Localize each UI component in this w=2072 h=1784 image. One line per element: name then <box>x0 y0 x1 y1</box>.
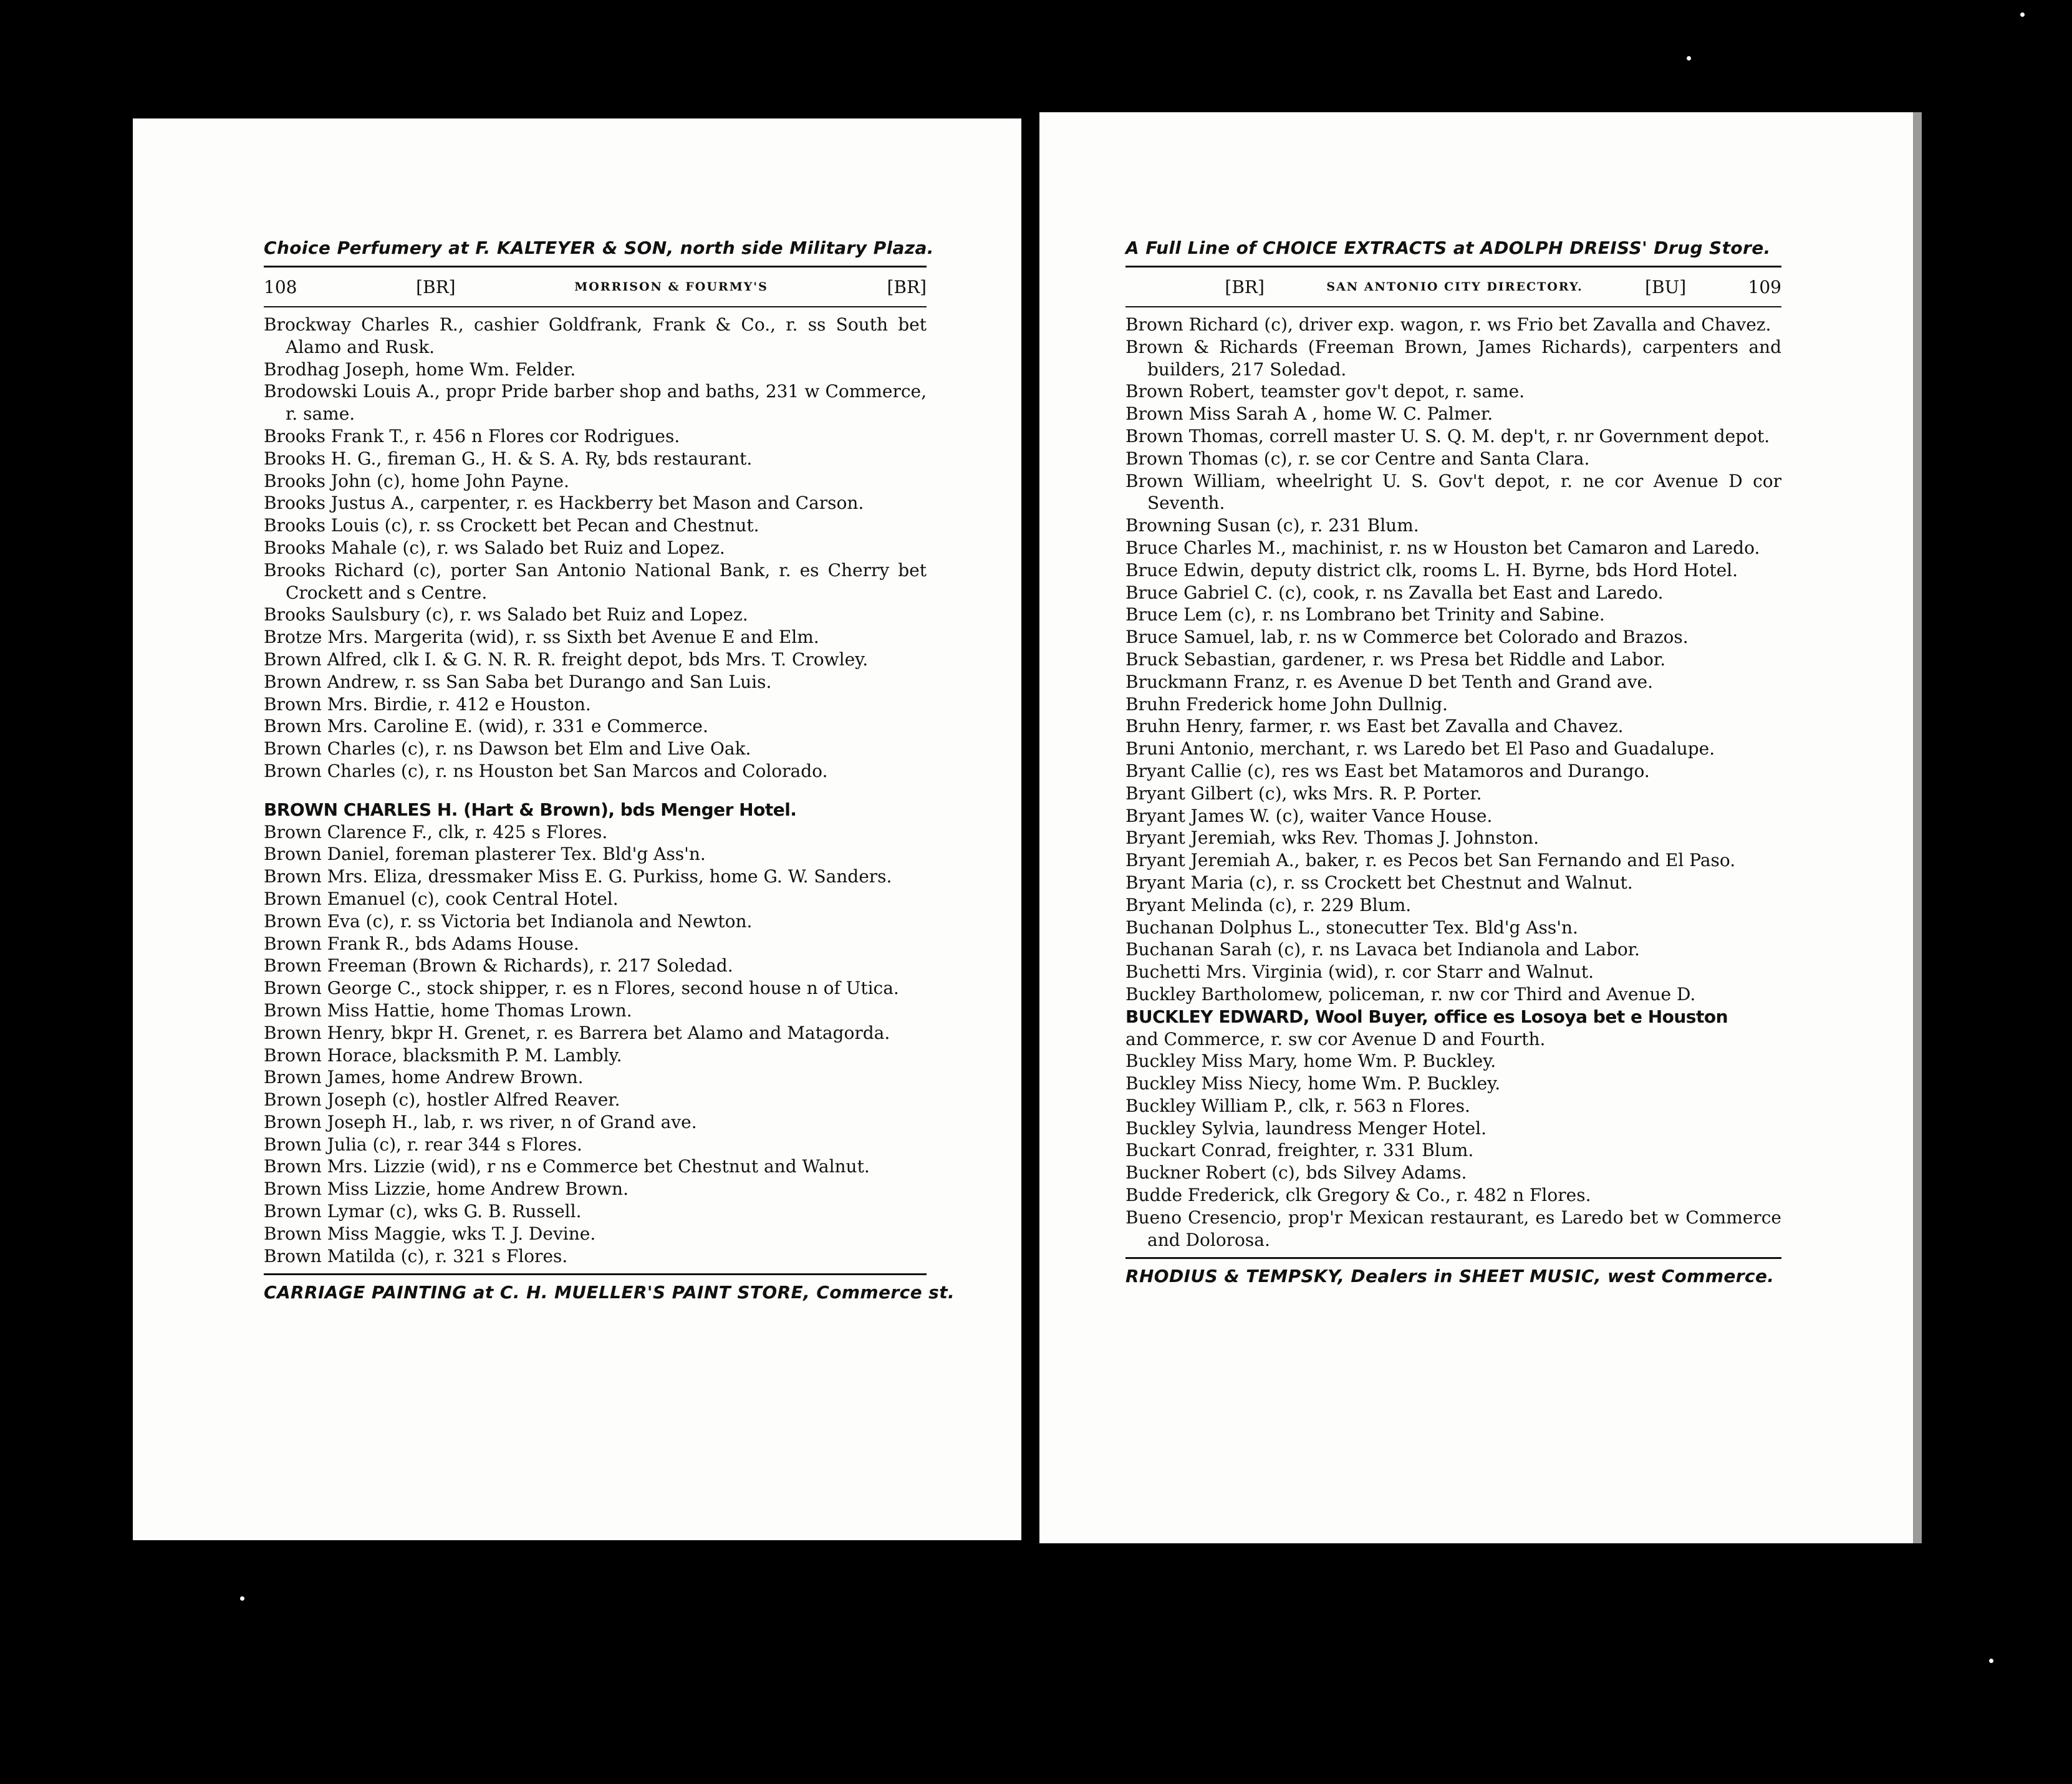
directory-entry: Brown Charles (c), r. ns Houston bet San Marcos and Colorado. <box>264 760 828 781</box>
directory-entry: Brown George C., stock shipper, r. es n Flores, second house n of Utica. <box>264 978 899 999</box>
dust-speck <box>1989 1659 1993 1663</box>
right-directory-entries <box>1125 314 1781 1251</box>
directory-entry: Brown Julia (c), r. rear 344 s Flores. <box>264 1134 582 1155</box>
left-head-section-end: [BR] <box>887 276 927 297</box>
directory-entry: Brown Robert, teamster gov't depot, r. same. <box>1125 381 1525 402</box>
directory-entry: Buchetti Mrs. Virginia (wid), r. cor Starr and Walnut. <box>1125 962 1594 983</box>
directory-entry: Budde Frederick, clk Gregory & Co., r. 482 n Flores. <box>1125 1185 1591 1206</box>
directory-entry: Brown Miss Lizzie, home Andrew Brown. <box>264 1179 629 1200</box>
directory-entry: Bruck Sebastian, gardener, r. ws Presa bet Riddle and Labor. <box>1125 649 1666 670</box>
dust-speck <box>1687 56 1691 60</box>
directory-entry: Bryant James W. (c), waiter Vance House. <box>1125 805 1493 826</box>
right-top-advertisement: A Full Line of CHOICE EXTRACTS at ADOLPH DREISS' Drug Store. <box>1125 231 1781 268</box>
directory-entry: Brown Thomas, correll master U. S. Q. M. dep't, r. nr Government depot. <box>1125 425 1770 446</box>
directory-entry: Brown Miss Sarah A , home W. C. Palmer. <box>1125 403 1493 425</box>
directory-entry: Brodowski Louis A., propr Pride barber shop and baths, 231 w Commerce, r. same. <box>264 381 927 425</box>
directory-entry: Brown Mrs. Lizzie (wid), r ns e Commerce bet Chestnut and Walnut. <box>264 1156 870 1177</box>
directory-entry: Bryant Jeremiah A., baker, r. es Pecos bet San Fernando and El Paso. <box>1125 850 1736 871</box>
directory-entry: Brooks Saulsbury (c), r. ws Salado bet Ruiz and Lopez. <box>264 604 748 625</box>
directory-entry: Brown Mrs. Eliza, dressmaker Miss E. G. Purkiss, home G. W. Sanders. <box>264 866 892 887</box>
directory-entry: Brooks Louis (c), r. ss Crockett bet Pecan and Chestnut. <box>264 515 759 536</box>
directory-entry: Brooks Frank T., r. 456 n Flores cor Rodrigues. <box>264 425 680 446</box>
right-head-section-start: [BR] <box>1225 276 1265 297</box>
directory-entry: Brown Matilda (c), r. 321 s Flores. <box>264 1245 568 1266</box>
directory-entry: Bruce Samuel, lab, r. ns w Commerce bet Colorado and Brazos. <box>1125 627 1689 648</box>
right-page-number: 109 <box>1748 276 1781 297</box>
directory-entry: Bruce Charles M., machinist, r. ns w Houston bet Camaron and Laredo. <box>1125 537 1760 558</box>
directory-entry: Brown Joseph (c), hostler Alfred Reaver. <box>264 1089 620 1111</box>
directory-entry: Bryant Melinda (c), r. 229 Blum. <box>1125 894 1412 915</box>
right-page-column <box>1125 231 1781 1294</box>
directory-entry: Buchanan Dolphus L., stonecutter Tex. Bld'g Ass'n. <box>1125 917 1578 938</box>
directory-entry: Brooks Mahale (c), r. ws Salado bet Ruiz and Lopez. <box>264 537 725 558</box>
directory-entry: Brown Clarence F., clk, r. 425 s Flores. <box>264 821 608 842</box>
directory-entry: and Commerce, r. sw cor Avenue D and Fourth. <box>1125 1028 1546 1049</box>
directory-entry: Buckner Robert (c), bds Silvey Adams. <box>1125 1162 1467 1184</box>
directory-entry: Buchanan Sarah (c), r. ns Lavaca bet Indianola and Labor. <box>1125 939 1640 960</box>
directory-entry: Bryant Jeremiah, wks Rev. Thomas J. Johnston. <box>1125 827 1540 849</box>
left-page <box>133 118 1021 1540</box>
directory-entry: Bruce Gabriel C. (c), cook, r. ns Zavalla bet East and Laredo. <box>1125 582 1664 603</box>
directory-entry: Brown Thomas (c), r. se cor Centre and Santa Clara. <box>1125 448 1590 469</box>
directory-entry: Buckley Sylvia, laundress Menger Hotel. <box>1125 1117 1487 1139</box>
directory-entry: Bruhn Henry, farmer, r. ws East bet Zavalla and Chavez. <box>1125 716 1624 737</box>
directory-entry: Bryant Callie (c), res ws East bet Matamoros and Durango. <box>1125 760 1650 781</box>
dust-speck <box>2020 12 2025 17</box>
directory-entry: Brodhag Joseph, home Wm. Felder. <box>264 359 576 380</box>
directory-entry: Brown Frank R., bds Adams House. <box>264 933 579 954</box>
directory-entry: Bruni Antonio, merchant, r. ws Laredo bet El Paso and Guadalupe. <box>1125 738 1715 759</box>
directory-entry: Bryant Maria (c), r. ss Crockett bet Chestnut and Walnut. <box>1125 872 1633 893</box>
directory-entry: Brooks John (c), home John Payne. <box>264 470 569 491</box>
directory-entry: Brooks H. G., fireman G., H. & S. A. Ry, bds restaurant. <box>264 448 753 469</box>
directory-entry: Brown Horace, blacksmith P. M. Lambly. <box>264 1044 622 1066</box>
directory-entry: Brockway Charles R., cashier Goldfrank, Frank & Co., r. ss South bet Alamo and Rusk. <box>264 314 927 357</box>
directory-entry: Bruckmann Franz, r. es Avenue D bet Tenth and Grand ave. <box>1125 671 1654 692</box>
dust-speck <box>240 1596 244 1601</box>
directory-entry: Brown Joseph H., lab, r. ws river, n of Grand ave. <box>264 1111 697 1132</box>
directory-entry: Brown & Richards (Freeman Brown, James Richards), carpenters and builders, 217 Soledad. <box>1125 336 1781 380</box>
directory-entry: Buckley Bartholomew, policeman, r. nw cor Third and Avenue D. <box>1125 983 1696 1005</box>
directory-entry: Buckley Miss Niecy, home Wm. P. Buckley. <box>1125 1073 1501 1094</box>
directory-entry: BUCKLEY EDWARD, Wool Buyer, office es Losoya bet e Houston <box>1125 1006 1728 1027</box>
directory-entry: Brown Emanuel (c), cook Central Hotel. <box>264 888 619 909</box>
directory-entry: Brown Freeman (Brown & Richards), r. 217 Soledad. <box>264 955 733 976</box>
directory-entry: Brooks Justus A., carpenter, r. es Hackberry bet Mason and Carson. <box>264 493 864 514</box>
directory-entry: Brown Miss Maggie, wks T. J. Devine. <box>264 1223 596 1244</box>
right-page <box>1039 112 1922 1543</box>
directory-entry: Bruhn Frederick home John Dullnig. <box>1125 693 1448 715</box>
directory-entry: Brown Daniel, foreman plasterer Tex. Bld'g Ass'n. <box>264 844 706 865</box>
left-page-number: 108 <box>264 276 297 297</box>
directory-entry: Bueno Cresencio, prop'r Mexican restaurant, es Laredo bet w Commerce and Dolorosa. <box>1125 1207 1781 1250</box>
directory-entry: Brown Charles (c), r. ns Dawson bet Elm and Live Oak. <box>264 738 751 759</box>
directory-entry: Bruce Lem (c), r. ns Lombrano bet Trinity and Sabine. <box>1125 604 1605 625</box>
directory-entry: Brown Andrew, r. ss San Saba bet Durango and San Luis. <box>264 671 772 692</box>
directory-entry: Bruce Edwin, deputy district clk, rooms L. H. Byrne, bds Hord Hotel. <box>1125 559 1738 581</box>
directory-entry: Brown James, home Andrew Brown. <box>264 1067 584 1088</box>
left-directory-entries <box>264 314 927 1267</box>
directory-entry: Brown Henry, bkpr H. Grenet, r. es Barrera bet Alamo and Matagorda. <box>264 1022 890 1043</box>
directory-entry: Buckley Miss Mary, home Wm. P. Buckley. <box>1125 1051 1496 1072</box>
directory-entry: Brooks Richard (c), porter San Antonio National Bank, r. es Cherry bet Crockett and s Centre. <box>264 559 927 603</box>
left-page-column <box>264 231 955 1310</box>
right-running-head <box>1125 268 1781 307</box>
directory-entry: Brown Mrs. Birdie, r. 412 e Houston. <box>264 693 591 715</box>
directory-entry: Bryant Gilbert (c), wks Mrs. R. P. Porter. <box>1125 783 1482 804</box>
right-head-section-end: [BU] <box>1645 276 1687 297</box>
directory-entry: Buckley William P., clk, r. 563 n Flores. <box>1125 1095 1470 1116</box>
directory-entry: Browning Susan (c), r. 231 Blum. <box>1125 515 1419 536</box>
directory-entry: Brotze Mrs. Margerita (wid), r. ss Sixth bet Avenue E and Elm. <box>264 627 819 648</box>
left-running-head <box>264 268 927 307</box>
left-top-advertisement: Choice Perfumery at F. KALTEYER & SON, north side Military Plaza. <box>264 231 927 268</box>
directory-entry: Brown Miss Hattie, home Thomas Lrown. <box>264 1000 632 1021</box>
left-bottom-advertisement: CARRIAGE PAINTING at C. H. MUELLER'S PAINT STORE, Commerce st. <box>264 1273 927 1310</box>
directory-entry: Brown Richard (c), driver exp. wagon, r. ws Frio bet Zavalla and Chavez. <box>1125 314 1771 335</box>
directory-entry: Brown Alfred, clk I. & G. N. R. R. freight depot, bds Mrs. T. Crowley. <box>264 649 869 670</box>
directory-entry: Brown William, wheelright U. S. Gov't depot, r. ne cor Avenue D cor Seventh. <box>1125 470 1781 514</box>
directory-entry: Buckart Conrad, freighter, r. 331 Blum. <box>1125 1140 1474 1161</box>
directory-entry: BROWN CHARLES H. (Hart & Brown), bds Menger Hotel. <box>264 799 797 820</box>
directory-entry: Brown Mrs. Caroline E. (wid), r. 331 e Commerce. <box>264 716 708 737</box>
right-head-title: SAN ANTONIO CITY DIRECTORY. <box>1326 280 1583 294</box>
left-head-section-start: [BR] <box>416 276 456 297</box>
right-bottom-advertisement: RHODIUS & TEMPSKY, Dealers in SHEET MUSIC, west Commerce. <box>1125 1257 1781 1294</box>
directory-entry: Brown Eva (c), r. ss Victoria bet Indianola and Newton. <box>264 910 753 932</box>
left-head-title: MORRISON & FOURMY'S <box>574 280 768 294</box>
directory-entry: Brown Lymar (c), wks G. B. Russell. <box>264 1201 582 1222</box>
